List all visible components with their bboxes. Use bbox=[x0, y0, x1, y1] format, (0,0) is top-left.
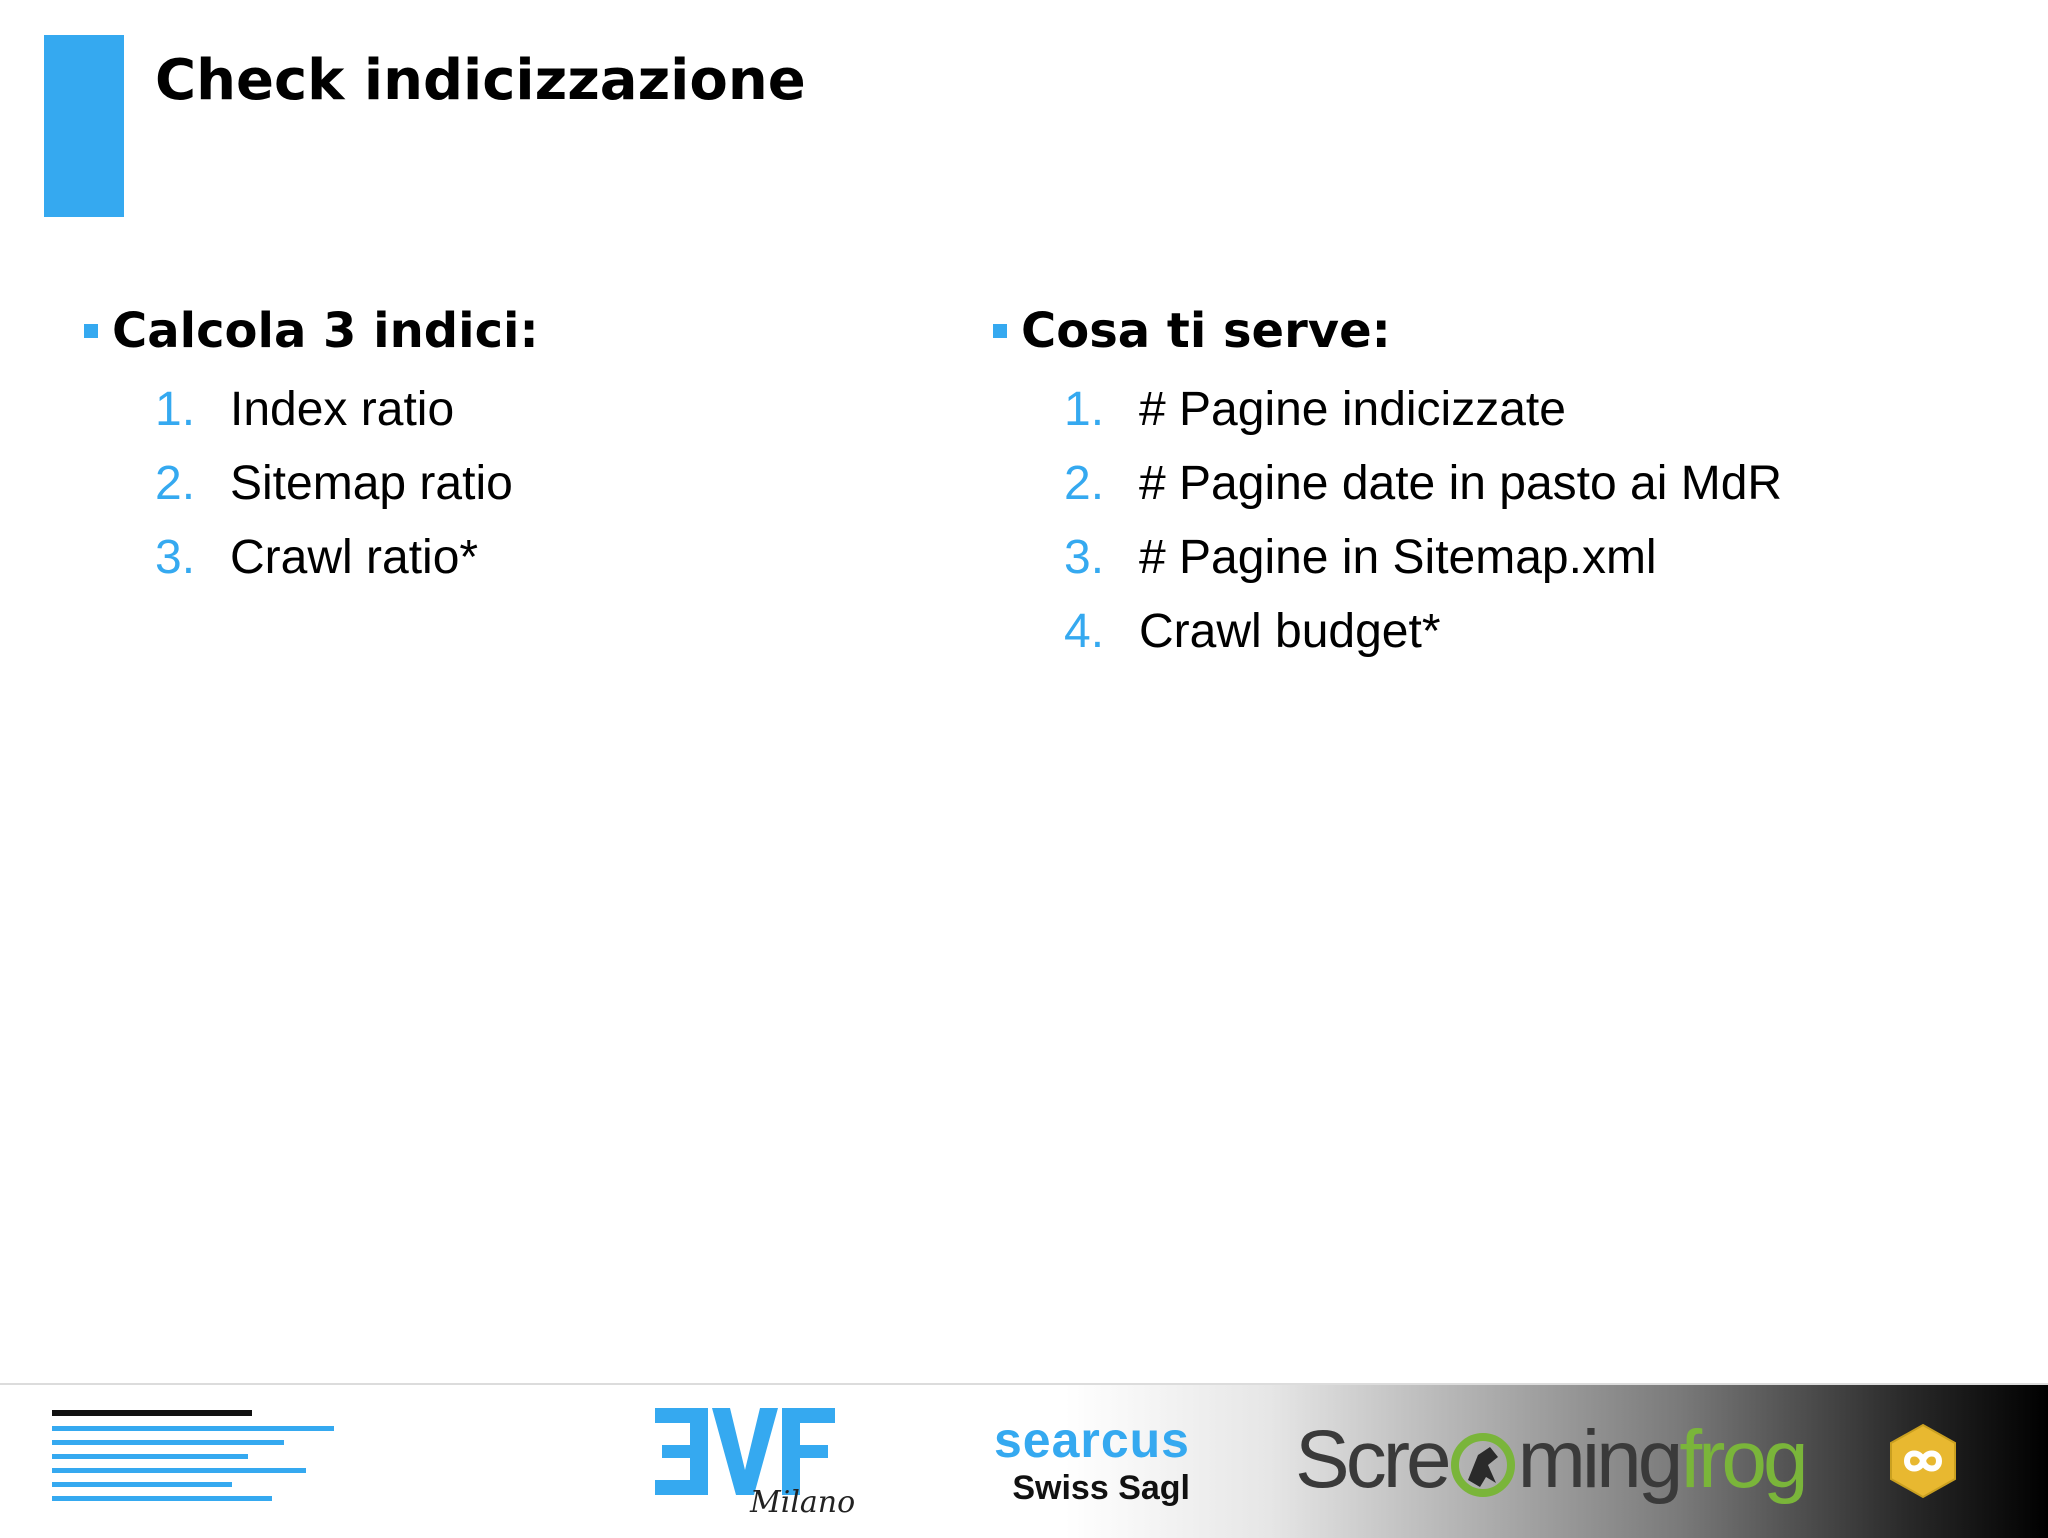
list-text: # Pagine in Sitemap.xml bbox=[1139, 530, 1657, 584]
list-item bbox=[1064, 520, 1993, 594]
list-text: Index ratio bbox=[230, 382, 455, 436]
frog-logo-part2: ming bbox=[1517, 1414, 1680, 1505]
list-number: 3. bbox=[1064, 530, 1105, 584]
slide-title: Check indicizzazione bbox=[155, 48, 806, 113]
left-column bbox=[84, 300, 924, 594]
frog-logo-part1: Scre bbox=[1295, 1414, 1448, 1505]
searcus-logo-bottom: Swiss Sagl bbox=[1012, 1469, 1190, 1507]
sponsor-footer bbox=[0, 1383, 2048, 1538]
list-item bbox=[1064, 446, 1993, 520]
list-text: Crawl ratio* bbox=[230, 530, 479, 584]
square-bullet-icon bbox=[993, 324, 1007, 338]
list-number: 2. bbox=[1064, 456, 1105, 510]
left-list bbox=[84, 372, 924, 594]
searcus-logo bbox=[950, 1412, 1190, 1515]
frog-emblem-icon bbox=[1448, 1425, 1518, 1505]
lines-logo-icon bbox=[52, 1410, 342, 1510]
square-bullet-icon bbox=[84, 324, 98, 338]
left-heading-text: Calcola 3 indici: bbox=[112, 303, 539, 359]
right-list bbox=[993, 372, 1993, 668]
list-item bbox=[1064, 372, 1993, 446]
3vf-milano-logo-icon bbox=[650, 1400, 856, 1520]
right-heading-text: Cosa ti serve: bbox=[1021, 303, 1391, 359]
list-number: 3. bbox=[155, 530, 196, 584]
list-item bbox=[155, 372, 924, 446]
screaming-frog-logo bbox=[1295, 1415, 1815, 1505]
3vf-script-text: Milano bbox=[750, 1485, 856, 1520]
list-text: Crawl budget* bbox=[1139, 604, 1441, 658]
list-text: # Pagine date in pasto ai MdR bbox=[1139, 456, 1783, 510]
list-item bbox=[155, 520, 924, 594]
infinity-badge-icon bbox=[1885, 1423, 1961, 1499]
list-item bbox=[1064, 594, 1993, 668]
list-number: 1. bbox=[155, 382, 196, 436]
list-text: # Pagine indicizzate bbox=[1139, 382, 1566, 436]
list-number: 4. bbox=[1064, 604, 1105, 658]
list-number: 2. bbox=[155, 456, 196, 510]
list-number: 1. bbox=[1064, 382, 1105, 436]
list-text: Sitemap ratio bbox=[230, 456, 513, 510]
left-heading bbox=[84, 300, 924, 362]
searcus-logo-top: searcus bbox=[993, 1412, 1190, 1468]
list-item bbox=[155, 446, 924, 520]
frog-logo-part3: frog bbox=[1679, 1414, 1805, 1505]
right-column bbox=[993, 300, 1993, 668]
right-heading bbox=[993, 300, 1993, 362]
title-accent-bar bbox=[44, 35, 124, 217]
